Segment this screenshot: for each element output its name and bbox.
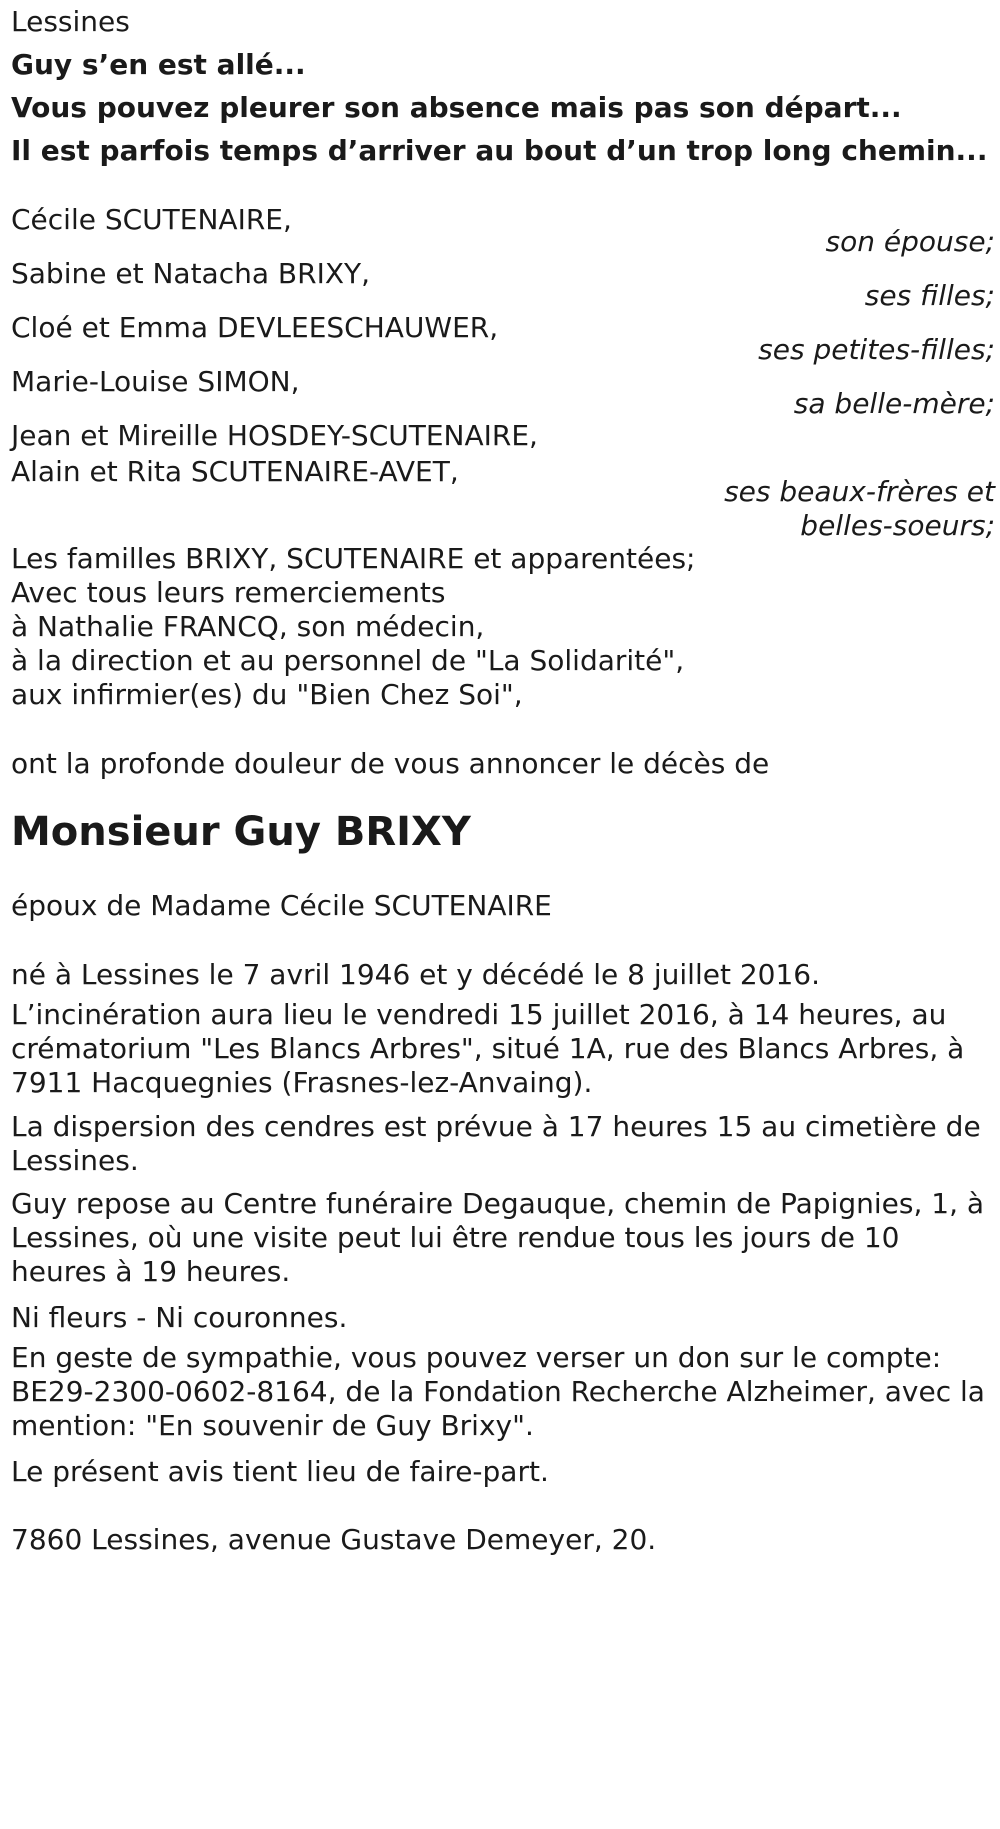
detail-paragraph: Ni fleurs - Ni couronnes. [11,1301,348,1334]
family-member-role: ses petites-filles; [758,333,995,366]
thanks-line: Avec tous leurs remerciements [11,576,446,609]
detail-paragraph: Guy repose au Centre funéraire Degauque, chemin de Papignies, 1, à Lessines, où une visite peut lui être rendue tous les jours de 10 heures à 19 heures. [11,1187,985,1288]
family-member-role: son épouse; [825,225,995,258]
family-member-name: Cécile SCUTENAIRE, [11,203,292,236]
family-member-name: Sabine et Natacha BRIXY, [11,257,371,290]
deceased-name: Monsieur Guy BRIXY [11,809,471,855]
town-name: Lessines [11,5,130,38]
thanks-line: Les familles BRIXY, SCUTENAIRE et apparentées; [11,542,696,575]
address: 7860 Lessines, avenue Gustave Demeyer, 20. [11,1523,657,1556]
detail-paragraph: Le présent avis tient lieu de faire-part. [11,1455,549,1488]
family-member-role: sa belle-mère; [793,387,995,420]
thanks-line: à la direction et au personnel de "La Solidarité", [11,644,685,677]
thanks-line: à Nathalie FRANCQ, son médecin, [11,610,485,643]
family-member-name: Cloé et Emma DEVLEESCHAUWER, [11,311,499,344]
thanks-line: aux infirmier(es) du "Bien Chez Soi", [11,678,523,711]
family-member-name: Jean et Mireille HOSDEY-SCUTENAIRE, [11,419,538,452]
detail-paragraph: En geste de sympathie, vous pouvez verser un don sur le compte: BE29-2300-0602-8164, de la Fondation Recherche Alzheimer, avec la mention: "En souvenir de Guy Brixy". [11,1341,985,1442]
family-member-role: ses beaux-frères et [724,475,995,508]
family-member-name: Alain et Rita SCUTENAIRE-AVET, [11,455,459,488]
family-member-role: belles-soeurs; [800,509,995,542]
spouse-line: époux de Madame Cécile SCUTENAIRE [11,889,552,922]
quote-line: Guy s’en est allé... [11,48,306,81]
detail-paragraph: La dispersion des cendres est prévue à 17 heures 15 au cimetière de Lessines. [11,1110,981,1177]
family-member-name: Marie-Louise SIMON, [11,365,300,398]
family-member-role: ses filles; [864,279,995,312]
detail-paragraph: né à Lessines le 7 avril 1946 et y décédé le 8 juillet 2016. [11,958,821,991]
announcement-text: ont la profonde douleur de vous annoncer le décès de [11,747,770,780]
quote-line: Vous pouvez pleurer son absence mais pas son départ... [11,91,902,124]
detail-paragraph: L’incinération aura lieu le vendredi 15 juillet 2016, à 14 heures, au crématorium "Les Blancs Arbres", situé 1A, rue des Blancs Arbres, à 7911 Hacquegnies (Frasnes-lez-Anvaing). [11,998,965,1099]
quote-line: Il est parfois temps d’arriver au bout d’un trop long chemin... [11,134,988,167]
